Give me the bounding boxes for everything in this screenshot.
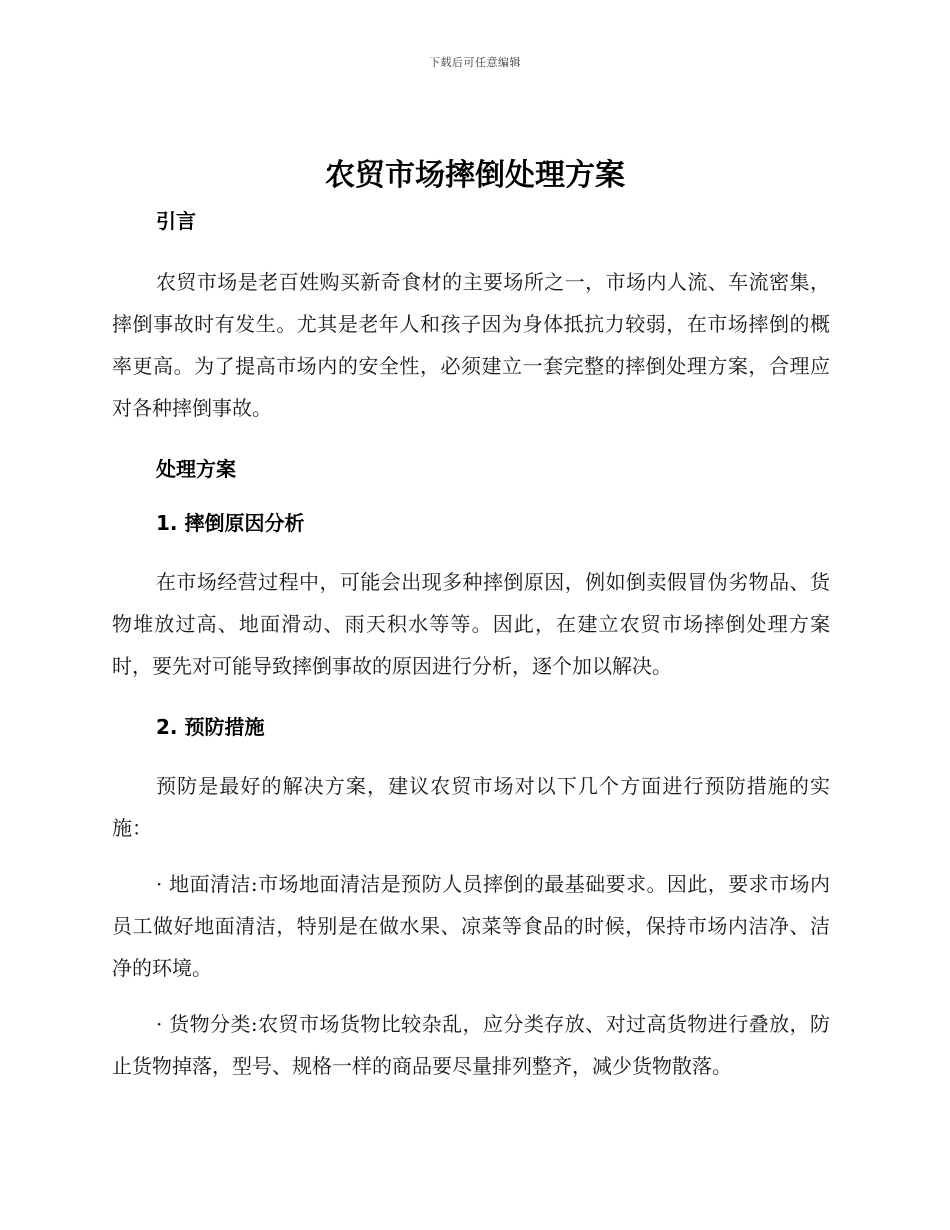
plan-heading: 处理方案 — [156, 457, 236, 481]
bullet-goods-classification: · 货物分类:农贸市场货物比较杂乱，应分类存放、对过高货物进行叠放，防止货物掉落，型号、规格一样的商品要尽量排列整齐，减少货物散落。 — [112, 1012, 830, 1078]
prevention-heading: 2. 预防措施 — [156, 715, 265, 739]
document-body — [112, 200, 830, 1087]
cause-analysis-heading: 1. 摔倒原因分析 — [156, 511, 305, 535]
bullet-floor-cleaning: · 地面清洁:市场地面清洁是预防人员摔倒的最基础要求。因此，要求市场内员工做好地面清洁，特别是在做水果、凉菜等食品的时候，保持市场内洁净、洁净的环境。 — [112, 872, 830, 980]
prevention-paragraph: 预防是最好的解决方案，建议农贸市场对以下几个方面进行预防措施的实施： — [112, 774, 830, 840]
cause-analysis-paragraph: 在市场经营过程中，可能会出现多种摔倒原因，例如倒卖假冒伪劣物品、货物堆放过高、地面滑动、雨天积水等等。因此，在建立农贸市场摔倒处理方案时，要先对可能导致摔倒事故的原因进行分析，逐个加以解决。 — [112, 570, 830, 678]
intro-heading: 引言 — [156, 209, 196, 233]
header-note: 下载后可任意编辑 — [429, 56, 521, 69]
document-title: 农贸市场摔倒处理方案 — [325, 158, 625, 193]
intro-paragraph: 农贸市场是老百姓购买新奇食材的主要场所之一，市场内人流、车流密集，摔倒事故时有发生。尤其是老年人和孩子因为身体抵抗力较弱，在市场摔倒的概率更高。为了提高市场内的安全性，必须建立一套完整的摔倒处理方案，合理应对各种摔倒事故。 — [112, 270, 830, 420]
